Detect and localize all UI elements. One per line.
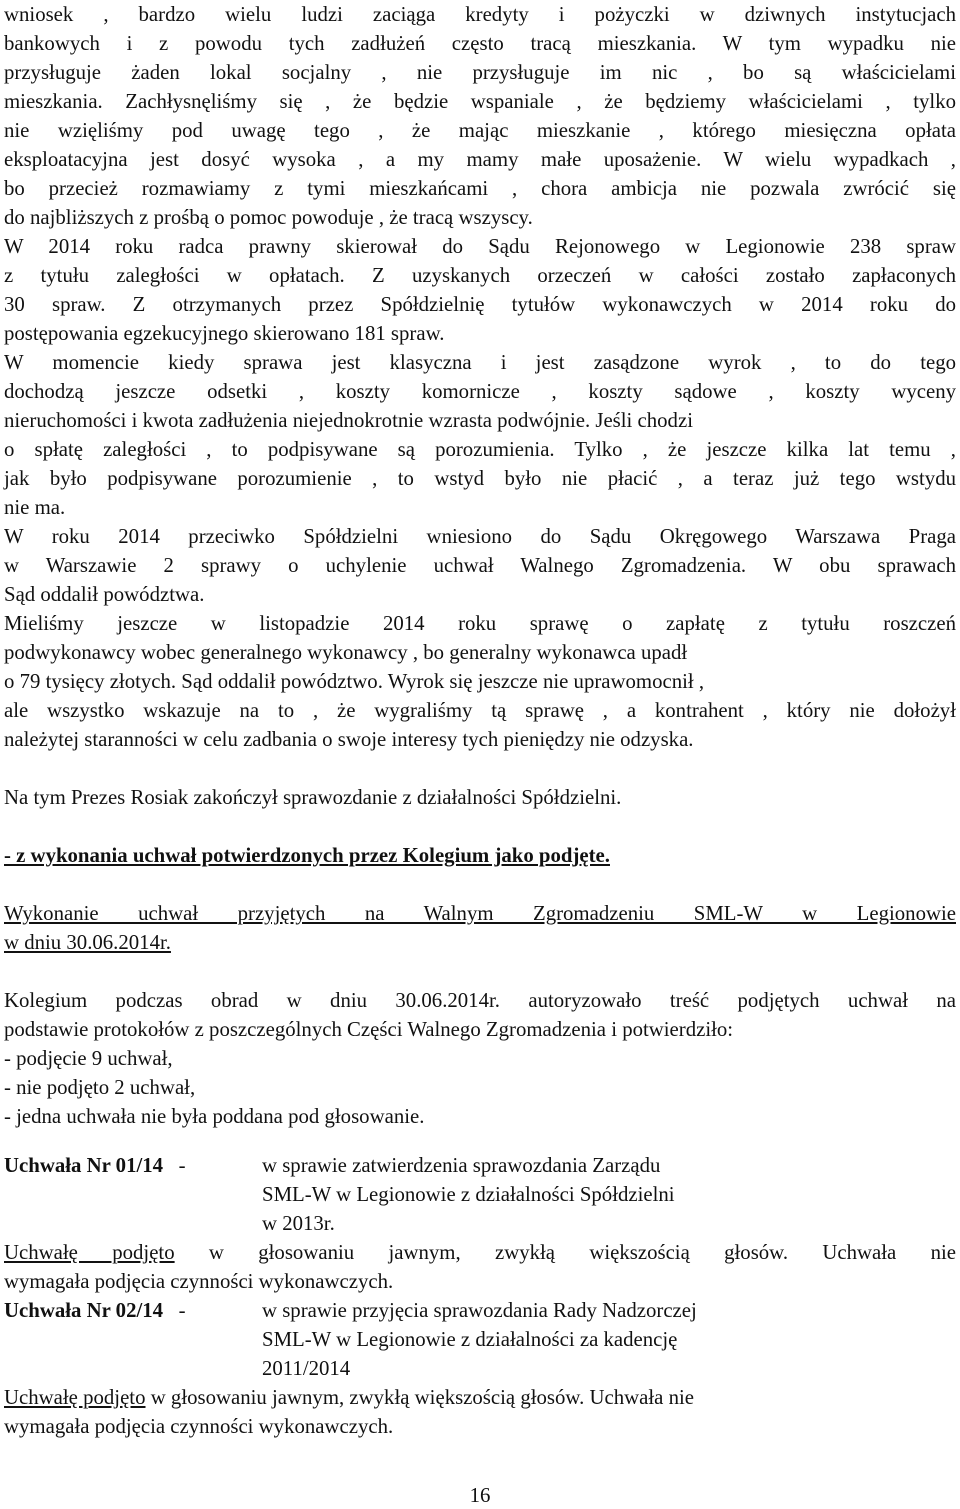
resolution-outcome <box>4 1383 956 1412</box>
text-line: wniosek , bardzo wielu ludzi zaciąga kredyty i pożyczki w dziwnych instytucjach <box>4 3 956 26</box>
outcome-label: Uchwałę podjęto <box>4 1241 175 1264</box>
section-heading: - z wykonania uchwał potwierdzonych przez Kolegium jako podjęte. <box>4 844 610 867</box>
text-line: Kolegium podczas obrad w dniu 30.06.2014r. autoryzowało treść podjętych uchwał na <box>4 989 956 1012</box>
paragraph-district-court <box>4 522 956 609</box>
text-line: z tytułu zaległości w opłatach. Z uzyskanych orzeczeń w całości zostało zapłaconych <box>4 264 956 287</box>
text-line: należytej staranności w celu zadbania o swoje interesy tych pieniędzy nie odzyska. <box>4 728 694 751</box>
text-line: bo przecież rozmawiamy z tymi mieszkańcami , chora ambicja nie pozwala zwrócić się <box>4 177 956 200</box>
list-item: - jedna uchwała nie była poddana pod głosowanie. <box>4 1105 425 1128</box>
text-line: wymagała podjęcia czynności wykonawczych. <box>4 1415 394 1438</box>
resolution-number: Uchwała Nr 02/14 <box>4 1299 164 1322</box>
text-line: W 2014 roku radca prawny skierował do Sądu Rejonowego w Legionowie 238 spraw <box>4 235 956 258</box>
text-line: do najbliższych z prośbą o pomoc powoduje , że tracą wszyscy. <box>4 206 533 229</box>
page-number: 16 <box>469 1484 491 1507</box>
list-item: - nie podjęto 2 uchwał, <box>4 1076 196 1099</box>
resolution-subject <box>262 1151 956 1238</box>
page-body <box>4 0 956 1441</box>
text-line: o spłatę zaległości , to podpisywane są porozumienia. Tylko , że jeszcze kilka lat temu , <box>4 438 956 461</box>
outcome-text: w głosowaniu jawnym, zwykłą większością głosów. Uchwała nie <box>145 1386 694 1409</box>
paragraph-contractor-claim <box>4 609 956 754</box>
text-line: nie wzięliśmy pod uwagę tego , że mając mieszkanie , którego miesięczna opłata <box>4 119 956 142</box>
execution-heading-line: Wykonanie uchwał przyjętych na Walnym Zgromadzeniu SML-W w Legionowie <box>4 902 956 925</box>
resolution-dash: - <box>178 1154 186 1177</box>
text-line: W momencie kiedy sprawa jest klasyczna i jest zasądzone wyrok , to do tego <box>4 351 956 374</box>
resolution-outcome <box>4 1238 956 1267</box>
text-line: 30 spraw. Z otrzymanych przez Spółdzielnię tytułów wykonawczych w 2014 roku do <box>4 293 956 316</box>
paragraph-debts <box>4 0 956 232</box>
text-line: SML-W w Legionowie z działalności Spółdzielni <box>262 1183 675 1206</box>
text-line: eksploatacyjna jest dosyć wysoka , a my mamy małe uposażenie. W wielu wypadkach , <box>4 148 956 171</box>
resolution-header <box>4 1151 956 1238</box>
text-line: w Warszawie 2 sprawy o uchylenie uchwał Walnego Zgromadzenia. W obu sprawach <box>4 554 956 577</box>
resolution-header <box>4 1296 956 1383</box>
text-line: W roku 2014 przeciwko Spółdzielni wniesiono do Sądu Okręgowego Warszawa Praga <box>4 525 956 548</box>
resolution-dash: - <box>178 1299 186 1322</box>
text-line: podstawie protokołów z poszczególnych Części Walnego Zgromadzenia i potwierdziło: <box>4 1018 734 1041</box>
resolution-number: Uchwała Nr 01/14 <box>4 1154 164 1177</box>
text-line: o 79 tysięcy złotych. Sąd oddalił powództwo. Wyrok się jeszcze nie uprawomocnił , <box>4 670 705 693</box>
text-line: w 2013r. <box>262 1212 335 1235</box>
outcome-label: Uchwałę podjęto <box>4 1386 146 1409</box>
text-line: nie ma. <box>4 496 66 519</box>
text-line: wymagała podjęcia czynności wykonawczych. <box>4 1270 394 1293</box>
resolution-label <box>4 1296 262 1383</box>
outcome-text: w głosowaniu jawnym, zwykłą większością głosów. Uchwała nie <box>174 1241 956 1264</box>
text-line: w sprawie przyjęcia sprawozdania Rady Nadzorczej <box>262 1299 697 1322</box>
list-item: - podjęcie 9 uchwał, <box>4 1047 173 1070</box>
text-line: Sąd oddalił powództwa. <box>4 583 205 606</box>
text-line: nieruchomości i kwota zadłużenia niejednokrotnie wzrasta podwójnie. Jeśli chodzi <box>4 409 693 432</box>
text-line: podwykonawcy wobec generalnego wykonawcy , bo generalny wykonawca upadł <box>4 641 688 664</box>
resolution-subject <box>262 1296 956 1383</box>
resolution-label <box>4 1151 262 1238</box>
resolution-01 <box>4 1151 956 1296</box>
text-line: mieszkania. Zachłysnęliśmy się , że będzie wspaniale , że będziemy właścicielami , tylko <box>4 90 956 113</box>
text-line: bankowych i z powodu tych zadłużeń często tracą mieszkania. W tym wypadku nie <box>4 32 956 55</box>
text-line: w sprawie zatwierdzenia sprawozdania Zarządu <box>262 1154 661 1177</box>
kolegium-paragraph <box>4 986 956 1131</box>
paragraph-legal-cases <box>4 232 956 348</box>
text-line: SML-W w Legionowie z działalności za kadencję <box>262 1328 678 1351</box>
resolution-02 <box>4 1296 956 1441</box>
paragraph-settlements <box>4 348 956 522</box>
text-line: 2011/2014 <box>262 1357 351 1380</box>
execution-heading-date: w dniu 30.06.2014r. <box>4 931 171 954</box>
text-line: jak było podpisywane porozumienie , to wstyd było nie płacić , a teraz już tego wstydu <box>4 467 956 490</box>
text-line: Mieliśmy jeszcze w listopadzie 2014 roku sprawę o zapłatę z tytułu roszczeń <box>4 612 956 635</box>
text-line: ale wszystko wskazuje na to , że wygraliśmy tą sprawę , a kontrahent , który nie dołożył <box>4 699 956 722</box>
text-line: przysługuje żaden lokal socjalny , nie przysługuje im nic , bo są właścicielami <box>4 61 956 84</box>
text-line: postępowania egzekucyjnego skierowano 181 spraw. <box>4 322 445 345</box>
text-line: dochodzą jeszcze odsetki , koszty komornicze , koszty sądowe , koszty wyceny <box>4 380 956 403</box>
execution-heading <box>4 899 956 957</box>
closing-statement: Na tym Prezes Rosiak zakończył sprawozdanie z działalności Spółdzielni. <box>4 786 622 809</box>
